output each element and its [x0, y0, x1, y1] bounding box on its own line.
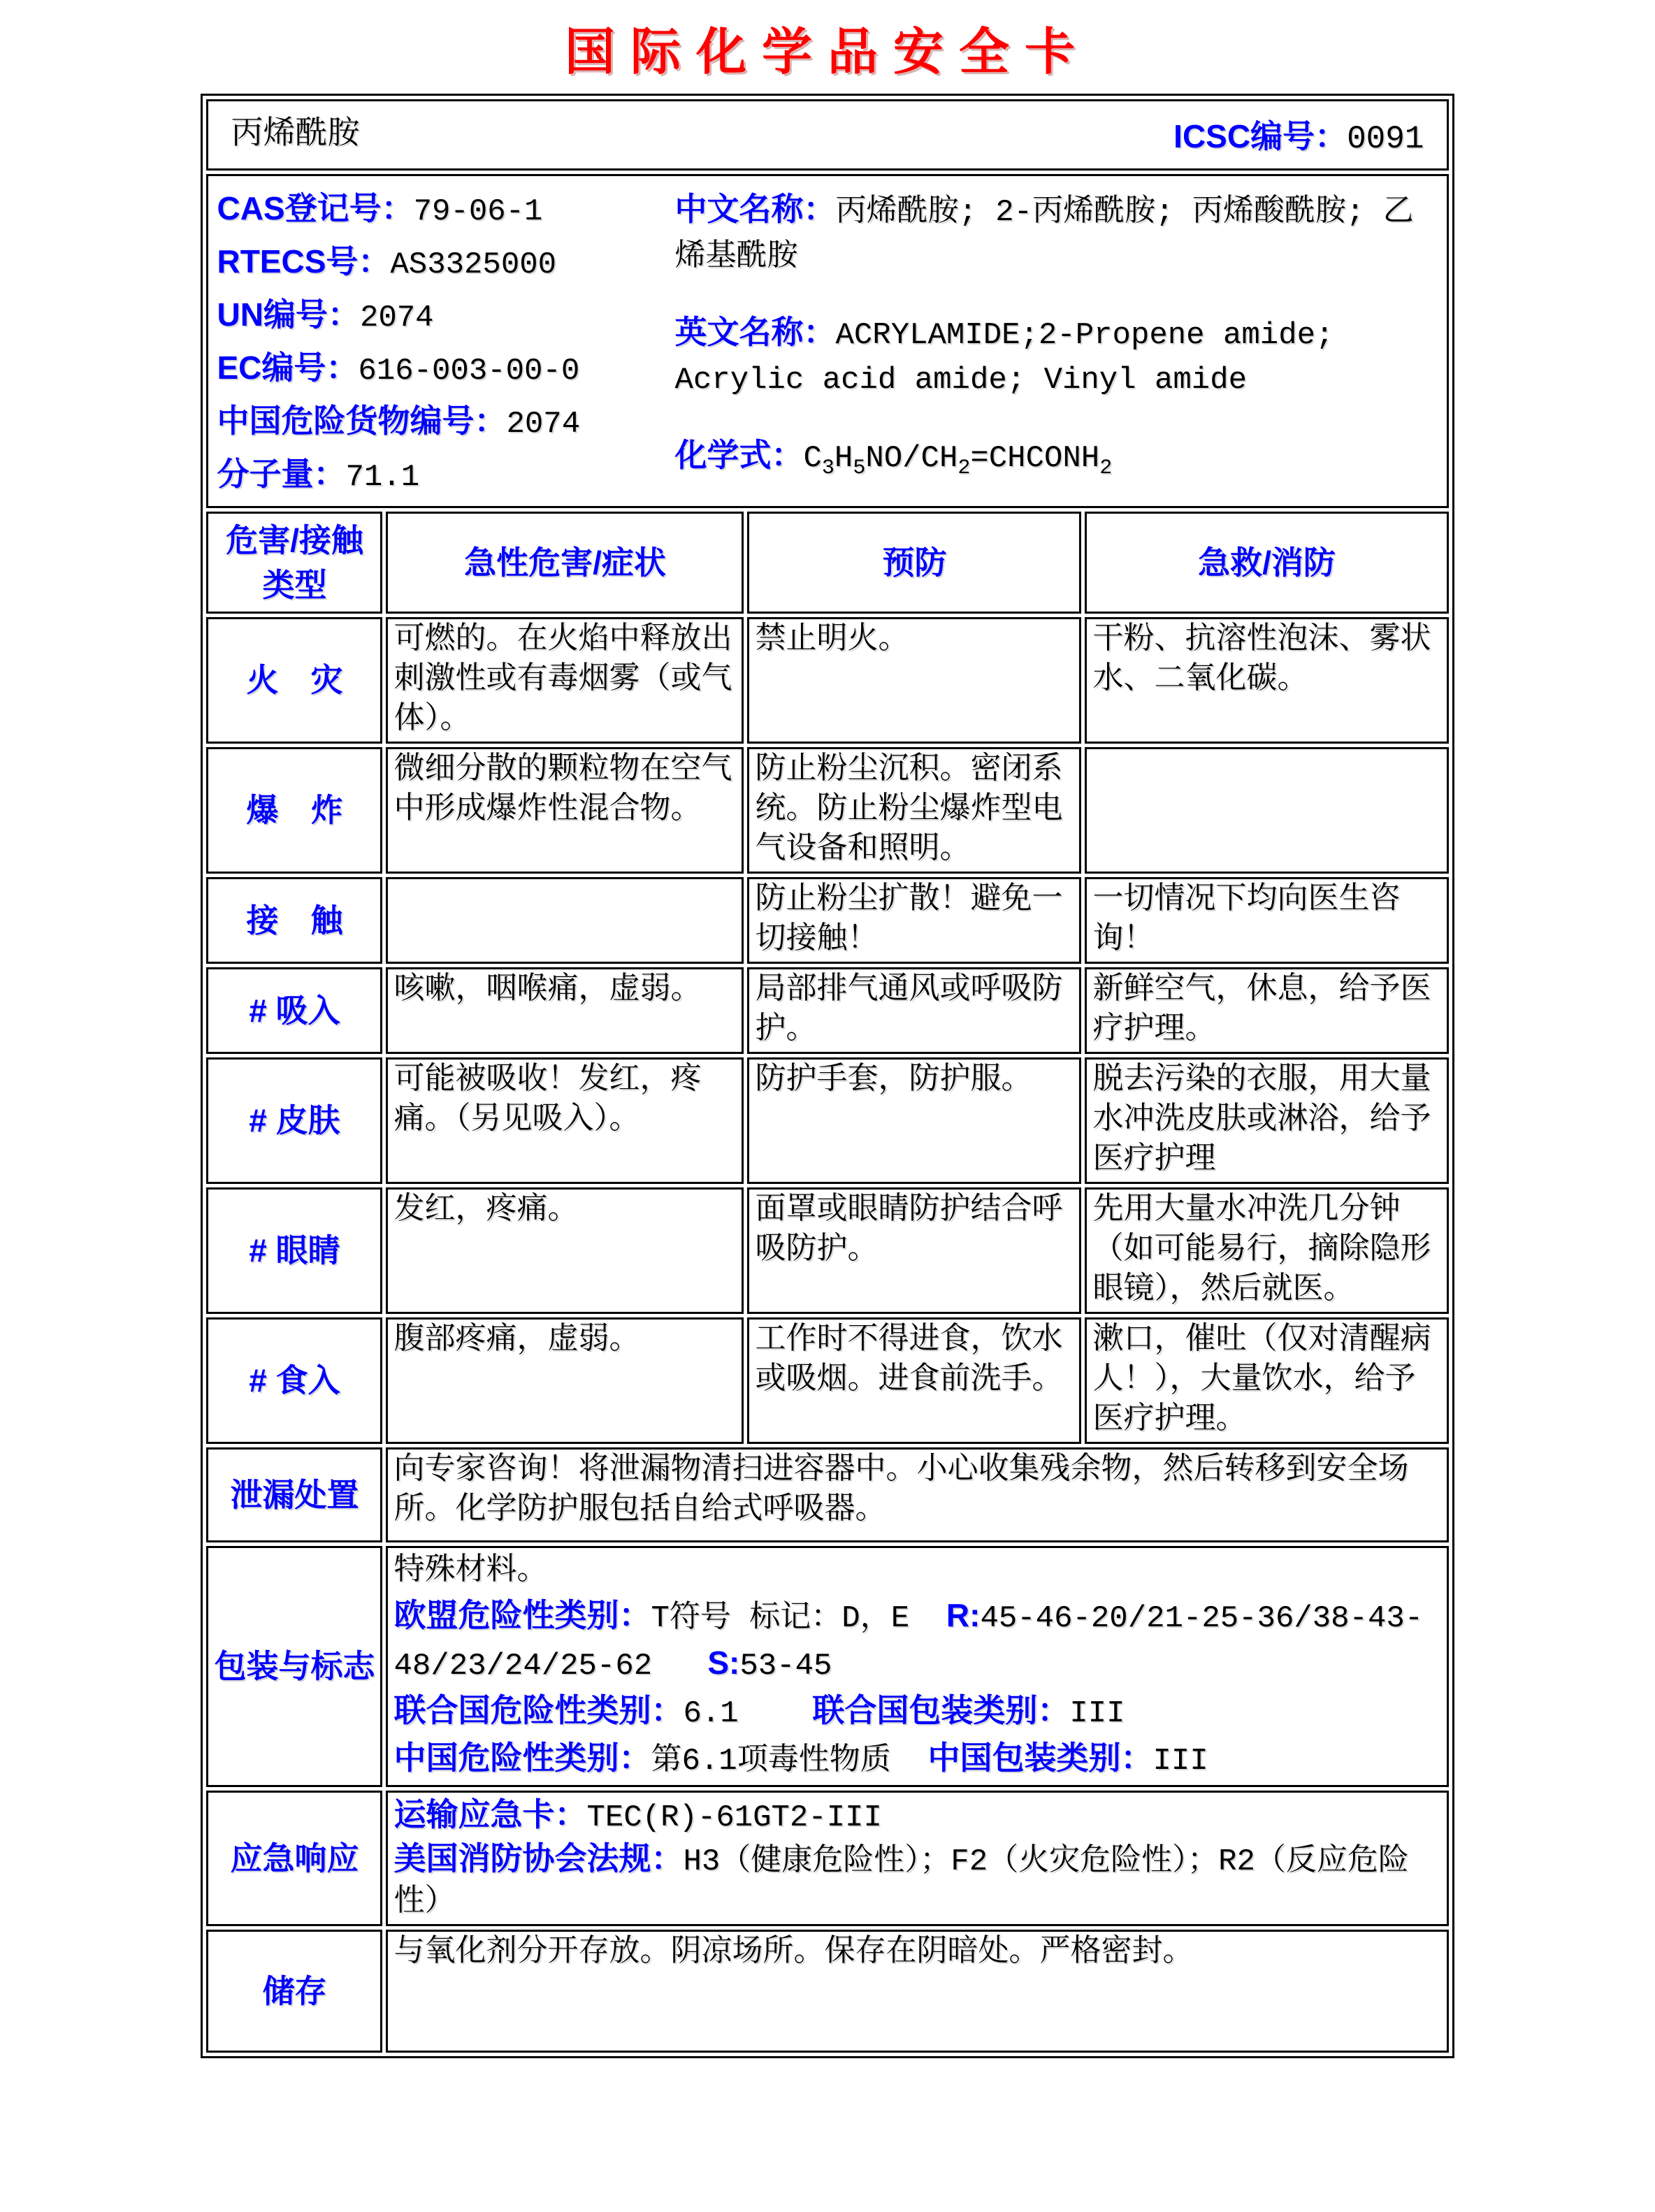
symptoms-cell: 发红，疼痛。 — [386, 1187, 744, 1314]
substance-name: 丙烯酰胺 — [231, 116, 360, 153]
storage-row — [206, 1930, 1448, 2053]
row-label: 火 灾 — [206, 617, 382, 744]
emergency-label: 应急响应 — [206, 1791, 382, 1926]
packaging-row — [206, 1546, 1448, 1787]
rtecs-number: RTECS号：AS3325000 — [217, 243, 557, 282]
spillage-label: 泄漏处置 — [206, 1447, 382, 1542]
header-prevention: 预防 — [747, 512, 1081, 614]
names-block — [674, 186, 1440, 484]
un-number: UN编号：2074 — [217, 296, 434, 335]
prevention-cell: 防护手套，防护服。 — [747, 1057, 1081, 1184]
hazard-row-explosion — [206, 747, 1448, 874]
symptoms-cell: 可燃的。在火焰中释放出刺激性或有毒烟雾（或气体）。 — [386, 617, 744, 744]
ec-number: EC编号：616-003-00-0 — [217, 349, 580, 389]
hazard-row-fire — [206, 617, 1448, 744]
packaging-text — [386, 1546, 1448, 1787]
symptoms-cell: 腹部疼痛，虚弱。 — [386, 1317, 744, 1444]
molecular-weight: 分子量：71.1 — [217, 456, 420, 495]
china-dangerous-goods-number: 中国危险货物编号：2074 — [217, 403, 581, 442]
firstaid-cell: 脱去污染的衣服，用大量水冲洗皮肤或淋浴，给予医疗护理 — [1085, 1057, 1448, 1184]
storage-text: 与氧化剂分开存放。阴凉场所。保存在阴暗处。严格密封。 — [386, 1930, 1448, 2053]
row-label: # 眼睛 — [206, 1187, 382, 1314]
spillage-text: 向专家咨询！将泄漏物清扫进容器中。小心收集残余物，然后转移到安全场所。化学防护服包括自给式呼吸器。 — [386, 1447, 1448, 1542]
emergency-row — [206, 1791, 1448, 1926]
text-line: 中国危险性类别：第6.1项毒性物质 中国包装类别：III — [393, 1740, 1208, 1779]
hazard-header-row — [206, 512, 1448, 614]
icsc-label: ICSC编号： — [1173, 117, 1347, 154]
firstaid-cell: 漱口，催吐（仅对清醒病人！），大量饮水，给予医疗护理。 — [1085, 1317, 1448, 1444]
identifier-list — [217, 186, 674, 505]
emergency-text — [386, 1791, 1448, 1926]
page-title: 国际化学品安全卡 — [564, 22, 1090, 81]
text-line: 特殊材料。 — [393, 1554, 548, 1589]
symptoms-cell: 咳嗽，咽喉痛，虚弱。 — [386, 967, 744, 1054]
hazard-row-inhalation — [206, 967, 1448, 1054]
row-label: # 吸入 — [206, 967, 382, 1054]
header-acute-symptoms: 急性危害/症状 — [386, 512, 744, 614]
english-names: 英文名称：ACRYLAMIDE;2-Propene amide; Acrylic acid amide; Vinyl amide — [674, 314, 1334, 398]
identifiers-row — [206, 174, 1448, 508]
substance-header-row — [206, 99, 1448, 171]
symptoms-cell — [386, 877, 744, 964]
substance-header — [214, 103, 1440, 167]
chemical-formula: 化学式：$C_3H_5NO/CH_2=CHCONH_2$ — [674, 437, 1113, 480]
text-line: 美国消防协会法规：H3（健康危险性）；F2（火灾危险性）；R2（反应危险性） — [393, 1840, 1409, 1920]
firstaid-cell: 新鲜空气，休息，给予医疗护理。 — [1085, 967, 1448, 1054]
firstaid-cell: 一切情况下均向医生咨询！ — [1085, 877, 1448, 964]
prevention-cell: 局部排气通风或呼吸防护。 — [747, 967, 1081, 1054]
packaging-label: 包装与标志 — [206, 1546, 382, 1787]
row-label: 接 触 — [206, 877, 382, 964]
firstaid-cell: 干粉、抗溶性泡沫、雾状水、二氧化碳。 — [1085, 617, 1448, 744]
prevention-cell: 面罩或眼睛防护结合呼吸防护。 — [747, 1187, 1081, 1314]
row-label: # 食入 — [206, 1317, 382, 1444]
prevention-cell: 禁止明火。 — [747, 617, 1081, 744]
firstaid-cell — [1085, 747, 1448, 874]
hazard-row-ingestion — [206, 1317, 1448, 1444]
chinese-names: 中文名称：丙烯酰胺; 2-丙烯酰胺; 丙烯酸酰胺; 乙烯基酰胺 — [674, 191, 1414, 275]
row-label: 爆 炸 — [206, 747, 382, 874]
firstaid-cell: 先用大量水冲洗几分钟（如可能易行，摘除隐形眼镜），然后就医。 — [1085, 1187, 1448, 1314]
header-hazard-type: 危害/接触类型 — [206, 512, 382, 614]
text-line: 运输应急卡：TEC(R)-61GT2-III — [393, 1796, 882, 1835]
row-label: # 皮肤 — [206, 1057, 382, 1184]
prevention-cell: 防止粉尘沉积。密闭系统。防止粉尘爆炸型电气设备和照明。 — [747, 747, 1081, 874]
text-line: 联合国危险性类别：6.1 联合国包装类别：III — [393, 1692, 1125, 1731]
cas-number: CAS登记号：79-06-1 — [217, 190, 543, 229]
prevention-cell: 工作时不得进食，饮水或吸烟。进食前洗手。 — [747, 1317, 1081, 1444]
symptoms-cell: 微细分散的颗粒物在空气中形成爆炸性混合物。 — [386, 747, 744, 874]
prevention-cell: 防止粉尘扩散！避免一切接触！ — [747, 877, 1081, 964]
symptoms-cell: 可能被吸收！发红，疼痛。（另见吸入）。 — [386, 1057, 744, 1184]
header-firstaid-firefighting: 急救/消防 — [1085, 512, 1448, 614]
storage-label: 储存 — [206, 1930, 382, 2053]
spillage-row — [206, 1447, 1448, 1542]
hazard-row-eyes — [206, 1187, 1448, 1314]
hazard-row-exposure — [206, 877, 1448, 964]
hazard-row-skin — [206, 1057, 1448, 1184]
icsc-number — [1173, 111, 1424, 159]
icsc-value: 0091 — [1347, 120, 1424, 157]
text-line: 欧盟危险性类别：T符号 标记：D，E R:45-46-20/21-25-36/38-43-48/23/24/25-62 S:53-45 — [393, 1597, 1424, 1684]
safety-card-table — [201, 94, 1454, 2058]
